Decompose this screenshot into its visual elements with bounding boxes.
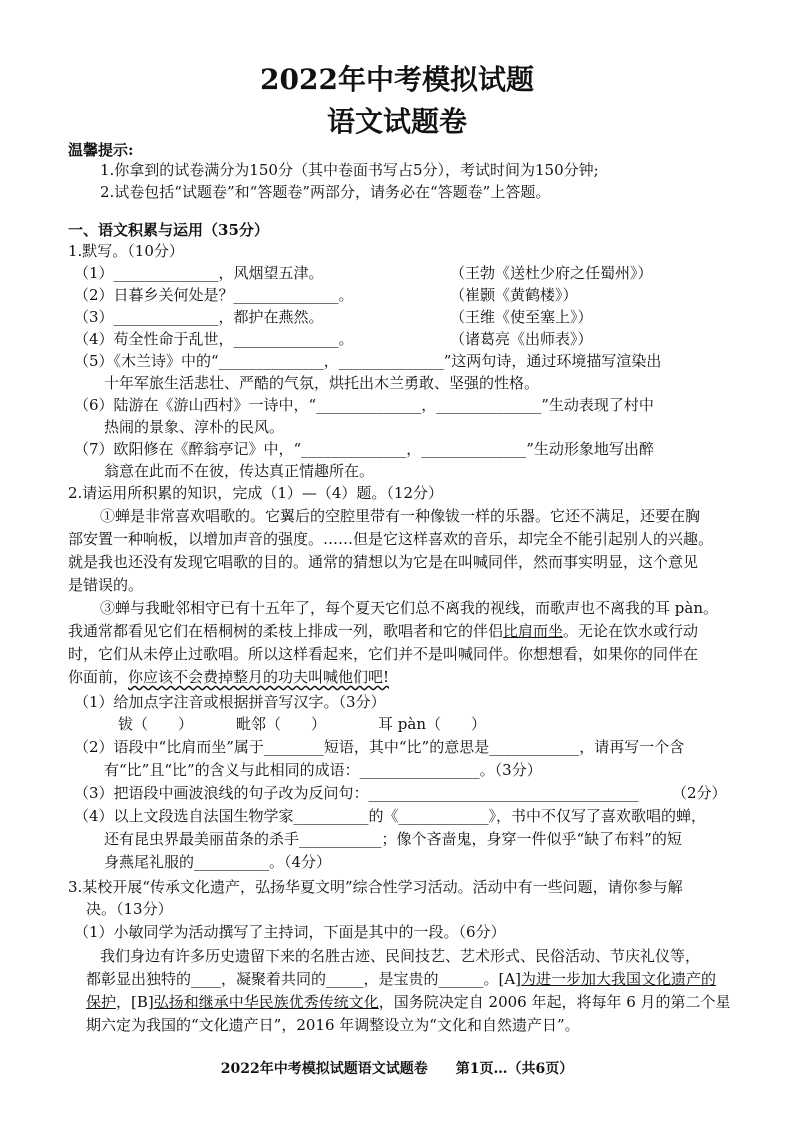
q2-sub-4-cont-2: 身燕尾礼服的__________。（4分）: [104, 853, 332, 871]
q3-text: 都彰显出独特的____，凝聚着共同的_____，是宝贵的______。[A]: [86, 970, 522, 988]
q1-item-3: （3）______________，都护在燕然。: [74, 308, 324, 326]
q1-item-4-source: （诸葛亮《出师表》）: [450, 330, 593, 348]
passage-p2-line-4: [68, 667, 389, 687]
passage-text: 。无论在饮水或行动: [563, 622, 699, 640]
q1-item-7-cont: 翁意在此而不在彼，传达真正情趣所在。: [104, 462, 375, 480]
q2-sub-1: （1）给加点字注音或根据拼音写汉字。（3分）: [74, 693, 386, 711]
q2-sub-4: （4）以上文段选自法国生物学家__________的《____________》，书中不仅写了喜欢歌唱的蝉，: [74, 807, 707, 825]
q2-heading: 2.请运用所积累的知识，完成（1）—（4）题。（12分）: [68, 484, 443, 502]
q2-sub-3-points: （2分）: [672, 784, 727, 802]
q1-item-2-source: （崔颢《黄鹤楼》）: [450, 286, 578, 304]
q2-sub-4-cont-1: 还有昆虫界最美丽苗条的杀手___________；像个吝啬鬼，身穿一件似乎“缺了布料”的短: [104, 830, 682, 848]
wavy-underlined-sentence: 你应该不会费掉整月的功夫叫喊他们吧!: [128, 668, 390, 686]
q2-sub-1-item-a: 钹（ ）: [118, 715, 194, 733]
underlined-phrase-a: 为进一步加大我国文化遗产的: [521, 970, 717, 988]
tips-line-2: 2.试卷包括“试题卷”和“答题卷”两部分，请务必在“答题卷”上答题。: [100, 183, 551, 201]
q2-sub-1-item-c: 耳 pàn（ ）: [378, 715, 486, 733]
passage-p1-line-3: 就是我也还没有发现它唱歌的目的。通常的猜想以为它是在叫喊同伴，然而事实明显，这个意见: [68, 553, 699, 571]
q1-item-7: （7）欧阳修在《醉翁亭记》中，“______________，______________”生动形象地写出醉: [74, 440, 654, 458]
q1-item-2: （2）日暮乡关何处是？______________。: [74, 286, 354, 304]
q1-item-1: （1）______________，风烟望五津。: [74, 264, 324, 282]
q3-text-line-3: [86, 992, 731, 1012]
passage-p1-line-4: 是错误的。: [68, 576, 144, 594]
q3-text: ，国务院决定自 2006 年起，将每年 6 月的第二个星: [378, 993, 731, 1011]
section-heading: 一、语文积累与运用（35分）: [68, 221, 269, 239]
q1-item-4: （4）苟全性命于乱世，______________。: [74, 330, 354, 348]
q1-item-5: （5）《木兰诗》中的“______________，______________”这两句诗，通过环境描写渲染出: [74, 352, 662, 370]
q3-text-line-1: 我们身边有许多历史遗留下来的名胜古迹、民间技艺、艺术形式、民俗活动、节庆礼仪等，: [100, 947, 701, 965]
q3-heading: 3.某校开展“传承文化遗产，弘扬华夏文明”综合性学习活动。活动中有一些问题，请你参与解: [68, 878, 683, 896]
passage-p2-line-3: 时，它们从未停止过歌唱。所以这样看起来，它们并不是叫喊同伴。你想想看，如果你的同伴在: [68, 645, 699, 663]
q2-sub-2-cont: 有“比”且“比”的含义与此相同的成语：________________。（3分）: [104, 761, 542, 779]
q1-item-6: （6）陆游在《游山西村》一诗中，“______________，______________”生动表现了村中: [74, 396, 654, 414]
passage-p2-line-1: ③蝉与我毗邻相守已有十五年了，每个夏天它们总不离我的视线，而歌声也不离我的耳 pàn。: [100, 599, 718, 617]
q3-text-line-4: 期六定为我国的“文化遗产日”，2016 年调整设立为“文化和自然遗产日”。: [86, 1016, 580, 1034]
exam-title: 2022年中考模拟试题: [260, 63, 534, 96]
underlined-phrase-b: 弘扬和继承中华民族优秀传统文化: [153, 993, 379, 1011]
q1-item-5-cont: 十年军旅生活悲壮、严酷的气氛，烘托出木兰勇敢、坚强的性格。: [104, 374, 540, 392]
q1-heading: 1.默写。（10分）: [68, 242, 184, 260]
underlined-phrase-a-end: 保护: [86, 993, 117, 1011]
q3-sub-1: （1）小敏同学为活动撰写了主持词，下面是其中的一段。（6分）: [74, 923, 506, 941]
q1-item-1-source: （王勃《送杜少府之任蜀州》）: [450, 264, 653, 282]
q3-heading-cont: 决。（13分）: [86, 900, 173, 918]
q1-item-6-cont: 热闹的景象、淳朴的民风。: [104, 418, 285, 436]
passage-text: 我通常都看见它们在梧桐树的柔枝上排成一列，歌唱者和它的伴侣: [68, 622, 504, 640]
tips-line-1: 1.你拿到的试卷满分为150分（其中卷面书写占5分），考试时间为150分钟;: [100, 161, 599, 179]
q2-sub-2: （2）语段中“比肩而坐”属于________短语，其中“比”的意思是____________，请再写一个含: [74, 738, 685, 756]
q3-text-line-2: [86, 969, 716, 989]
passage-p1-line-1: ①蝉是非常喜欢唱歌的。它翼后的空腔里带有一种像钹一样的乐器。它还不满足，还要在胸: [100, 507, 701, 525]
q1-item-3-source: （王维《使至塞上》）: [450, 308, 593, 326]
passage-p2-line-2: [68, 621, 698, 641]
underlined-phrase: 比肩而坐: [503, 622, 564, 640]
passage-p1-line-2: 部安置一种响板，以增加声音的强度。……但是它这样喜欢的音乐，却完全不能引起别人的兴趣。: [68, 530, 714, 548]
page-footer: 2022年中考模拟试题语文试题卷 第1页…（共6页）: [220, 1061, 574, 1077]
tips-label: 温馨提示:: [68, 141, 134, 159]
passage-text: 你面前，: [68, 668, 129, 686]
q3-text: ，[B]: [116, 993, 154, 1011]
exam-subtitle: 语文试题卷: [326, 105, 467, 138]
q2-sub-3: （3）把语段中画波浪线的句子改为反问句：____________________________________: [74, 784, 639, 802]
q2-sub-1-item-b: 毗邻（ ）: [236, 715, 327, 733]
